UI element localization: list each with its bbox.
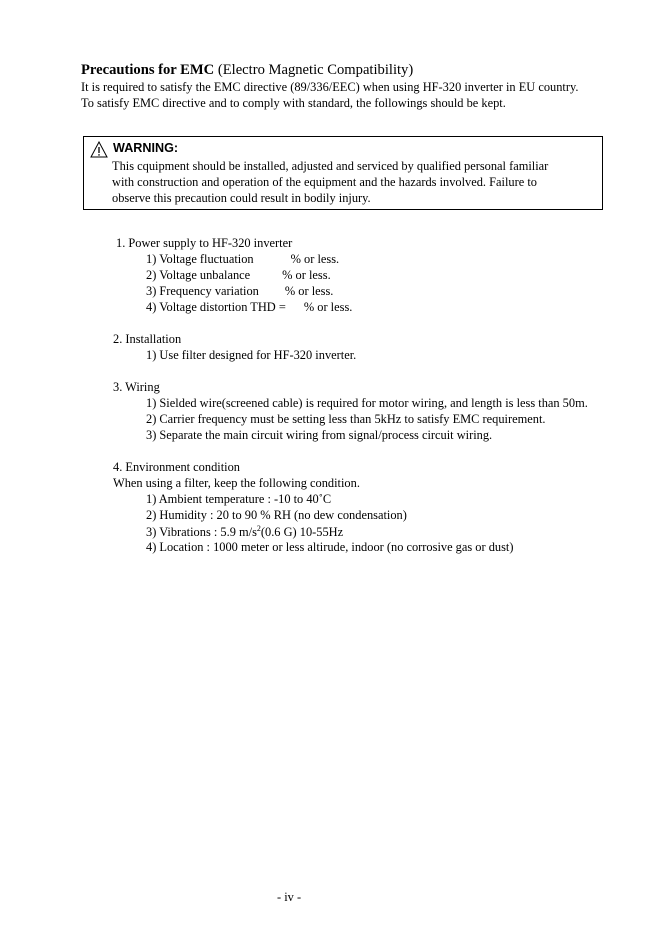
- section-heading-environment: 4. Environment condition: [113, 460, 240, 474]
- intro-line: To satisfy EMC directive and to comply with standard, the followings should be kept.: [81, 96, 506, 110]
- section-heading-installation: 2. Installation: [113, 332, 182, 346]
- item-suffix: % or less.: [284, 284, 334, 298]
- page-number: - iv -: [277, 890, 302, 904]
- list-item: [146, 252, 339, 267]
- section-heading-wiring: 3. Wiring: [113, 380, 160, 394]
- item-label: 3) Frequency variation: [146, 284, 259, 298]
- item-suffix: % or less.: [290, 252, 340, 266]
- title-rest: (Electro Magnetic Compatibility): [214, 62, 414, 78]
- list-item: [146, 284, 333, 299]
- warning-line: with construction and operation of the equipment and the hazards involved. Failure to: [112, 175, 537, 189]
- warning-line: This cquipment should be installed, adjusted and serviced by qualified personal familiar: [112, 159, 549, 173]
- vibration-suffix: (0.6 G) 10-55Hz: [260, 525, 344, 540]
- item-label: 1) Voltage fluctuation: [146, 252, 254, 266]
- list-item: 3) Separate the main circuit wiring from signal/process circuit wiring.: [146, 428, 493, 442]
- list-item: 4) Location : 1000 meter or less altirude, indoor (no corrosive gas or dust): [146, 540, 514, 554]
- warning-line: observe this precaution could result in bodily injury.: [112, 191, 371, 205]
- item-suffix: % or less.: [303, 300, 353, 314]
- list-item: 1) Use filter designed for HF-320 inverter.: [146, 348, 357, 362]
- section-subheading: When using a filter, keep the following condition.: [113, 476, 360, 490]
- list-item: [146, 268, 331, 283]
- item-label: 2) Voltage unbalance: [146, 268, 251, 282]
- warning-triangle-icon: [90, 141, 108, 158]
- vibration-sup: 2: [256, 524, 261, 533]
- list-item: 1) Ambient temperature : -10 to 40˚C: [146, 492, 332, 506]
- list-item: [146, 300, 352, 315]
- list-item: 1) Sielded wire(screened cable) is required for motor wiring, and length is less than 50m.: [146, 396, 588, 410]
- list-item: [146, 524, 343, 540]
- page-title: [81, 62, 413, 79]
- vibration-prefix: 3) Vibrations : 5.9 m/s: [146, 525, 257, 540]
- intro-line: It is required to satisfy the EMC directive (89/336/EEC) when using HF-320 inverter in EU country.: [81, 80, 579, 94]
- section-heading-power: 1. Power supply to HF-320 inverter: [116, 236, 293, 250]
- title-bold: Precautions for EMC: [81, 62, 215, 78]
- warning-box: [83, 136, 603, 210]
- list-item: 2) Humidity : 20 to 90 % RH (no dew condensation): [146, 508, 407, 522]
- list-item: 2) Carrier frequency must be setting less than 5kHz to satisfy EMC requirement.: [146, 412, 546, 426]
- item-label: 4) Voltage distortion THD =: [146, 300, 286, 314]
- warning-heading: WARNING:: [113, 141, 179, 155]
- item-suffix: % or less.: [282, 268, 331, 282]
